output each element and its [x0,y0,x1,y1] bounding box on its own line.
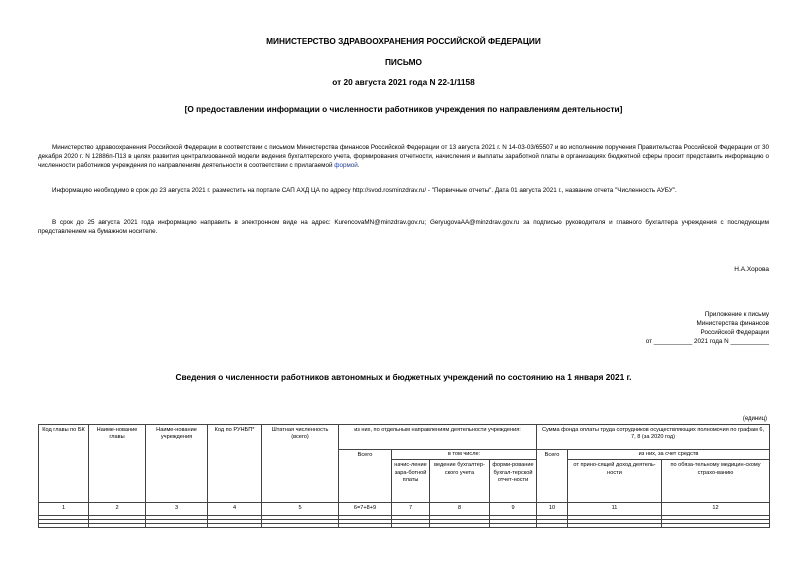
header-cell: Наиме-нование учреждения [146,425,208,503]
table-cell[interactable] [392,523,430,527]
document-date: от 20 августа 2021 года N 22-1/1158 [332,77,475,87]
paragraph-2: Информацию необходимо в срок до 23 августа 2021 г. разместить на портале САП АХД ЦА по адресу http://svod.rosminzdrav.ru/ - "Первичные отчеты". Дата 01 августа 2021 г., название отчета "Численность АУБУ". [52,187,677,194]
ministry-name: МИНИСТЕРСТВО ЗДРАВООХРАНЕНИЯ РОССИЙСКОЙ ФЕДЕРАЦИИ [266,36,541,46]
header-cell: Штатная численность (всего) [262,425,339,503]
column-number: 6=7+8+9 [339,503,392,515]
column-number: 7 [392,503,430,515]
units-label: (единиц) [742,416,767,422]
header-cell: от прино-сящей доход деятель-ности [568,460,662,503]
table-cell[interactable] [568,523,662,527]
column-number: 3 [146,503,208,515]
column-number: 10 [537,503,568,515]
report-table [38,424,770,528]
appendix-block [646,310,769,346]
document-subject: [О предоставлении информации о численности работников учреждения по направлениям деятельности] [184,104,623,114]
column-number: 11 [568,503,662,515]
table-cell[interactable] [490,523,537,527]
header-cell: Наиме-нование главы [89,425,146,503]
paragraph-1 [38,143,769,170]
appendix-line: Министерства финансов [696,320,769,327]
header-cell: ведение бухгалтер-ского учета [430,460,490,503]
header-cell: Сумма фонда оплаты труда сотрудников осуществляющих полномочия по графам 6, 7, 8 (за 2020 год) [537,425,770,450]
table-cell[interactable] [146,523,208,527]
table-cell[interactable] [208,523,262,527]
column-number-row [39,503,770,515]
column-number: 4 [208,503,262,515]
report-title: Сведения о численности работников автономных и бюджетных учреждений по состоянию на 1 января 2021 г. [175,372,632,382]
table-cell[interactable] [89,523,146,527]
header-cell: форми-рование бухгал-терской отчет-ности [490,460,537,503]
table-cell[interactable] [39,523,89,527]
signature-name: Н.А.Хорова [734,266,769,273]
document-type: ПИСЬМО [384,57,423,67]
header-cell: Код главы по БК [39,425,89,503]
form-link[interactable]: формой [334,162,358,169]
table-cell[interactable] [537,523,568,527]
header-cell: Всего [537,450,568,503]
paragraph-1-text: Министерство здравоохранения Российской Федерации в соответствии с письмом Министерства финансов Российской Федерации от 13 августа 2021 г. N 14-03-03/65507 и во исполнение поручения Правительства Российской Федерации от 30 декабря 2020 г. N 12886п-П13 в целях развития централизованной модели ведения бухгалтерского учета, формирования отчетности, начисления и выплаты заработной платы в организациях бюджетной сферы просит представить информацию о численности работников учреждения по направлениям деятельности в соответствии с прилагаемой [38,144,769,169]
column-number: 1 [39,503,89,515]
paragraph-1-end: . [357,162,360,169]
table-cell[interactable] [262,523,339,527]
table-cell[interactable] [662,523,770,527]
column-number: 9 [490,503,537,515]
table-header-row [39,425,770,450]
appendix-line: Российской Федерации [700,329,769,336]
table-cell[interactable] [430,523,490,527]
appendix-date-line: от ___________ 2021 года N ___________ [645,338,769,345]
header-cell: из них, по отдельным направлениям деятельности учреждения: [339,425,537,450]
column-number: 12 [662,503,770,515]
table-cell[interactable] [339,523,392,527]
column-number: 8 [430,503,490,515]
column-number: 5 [262,503,339,515]
header-cell: из них, за счет средств [568,450,770,460]
header-cell: по обяза-тельному медицин-скому страхо-ванию [662,460,770,503]
table-row [39,523,770,527]
appendix-line: Приложение к письму [704,311,769,318]
column-number: 2 [89,503,146,515]
paragraph-3: В срок до 25 августа 2021 года информацию направить в электронном виде на адрес: KurencovaMN@minzdrav.gov.ru; GeryugovaAA@minzdrav.gov.ru за подписью руководителя и главного бухгалтера учреждения с последующим представлением на бумажном носителе. [38,219,769,235]
header-cell: Код по РУНБП* [208,425,262,503]
header-cell: начис-ление зара-ботной платы [392,460,430,503]
header-cell: Всего [339,450,392,503]
header-cell: в том числе: [392,450,537,460]
